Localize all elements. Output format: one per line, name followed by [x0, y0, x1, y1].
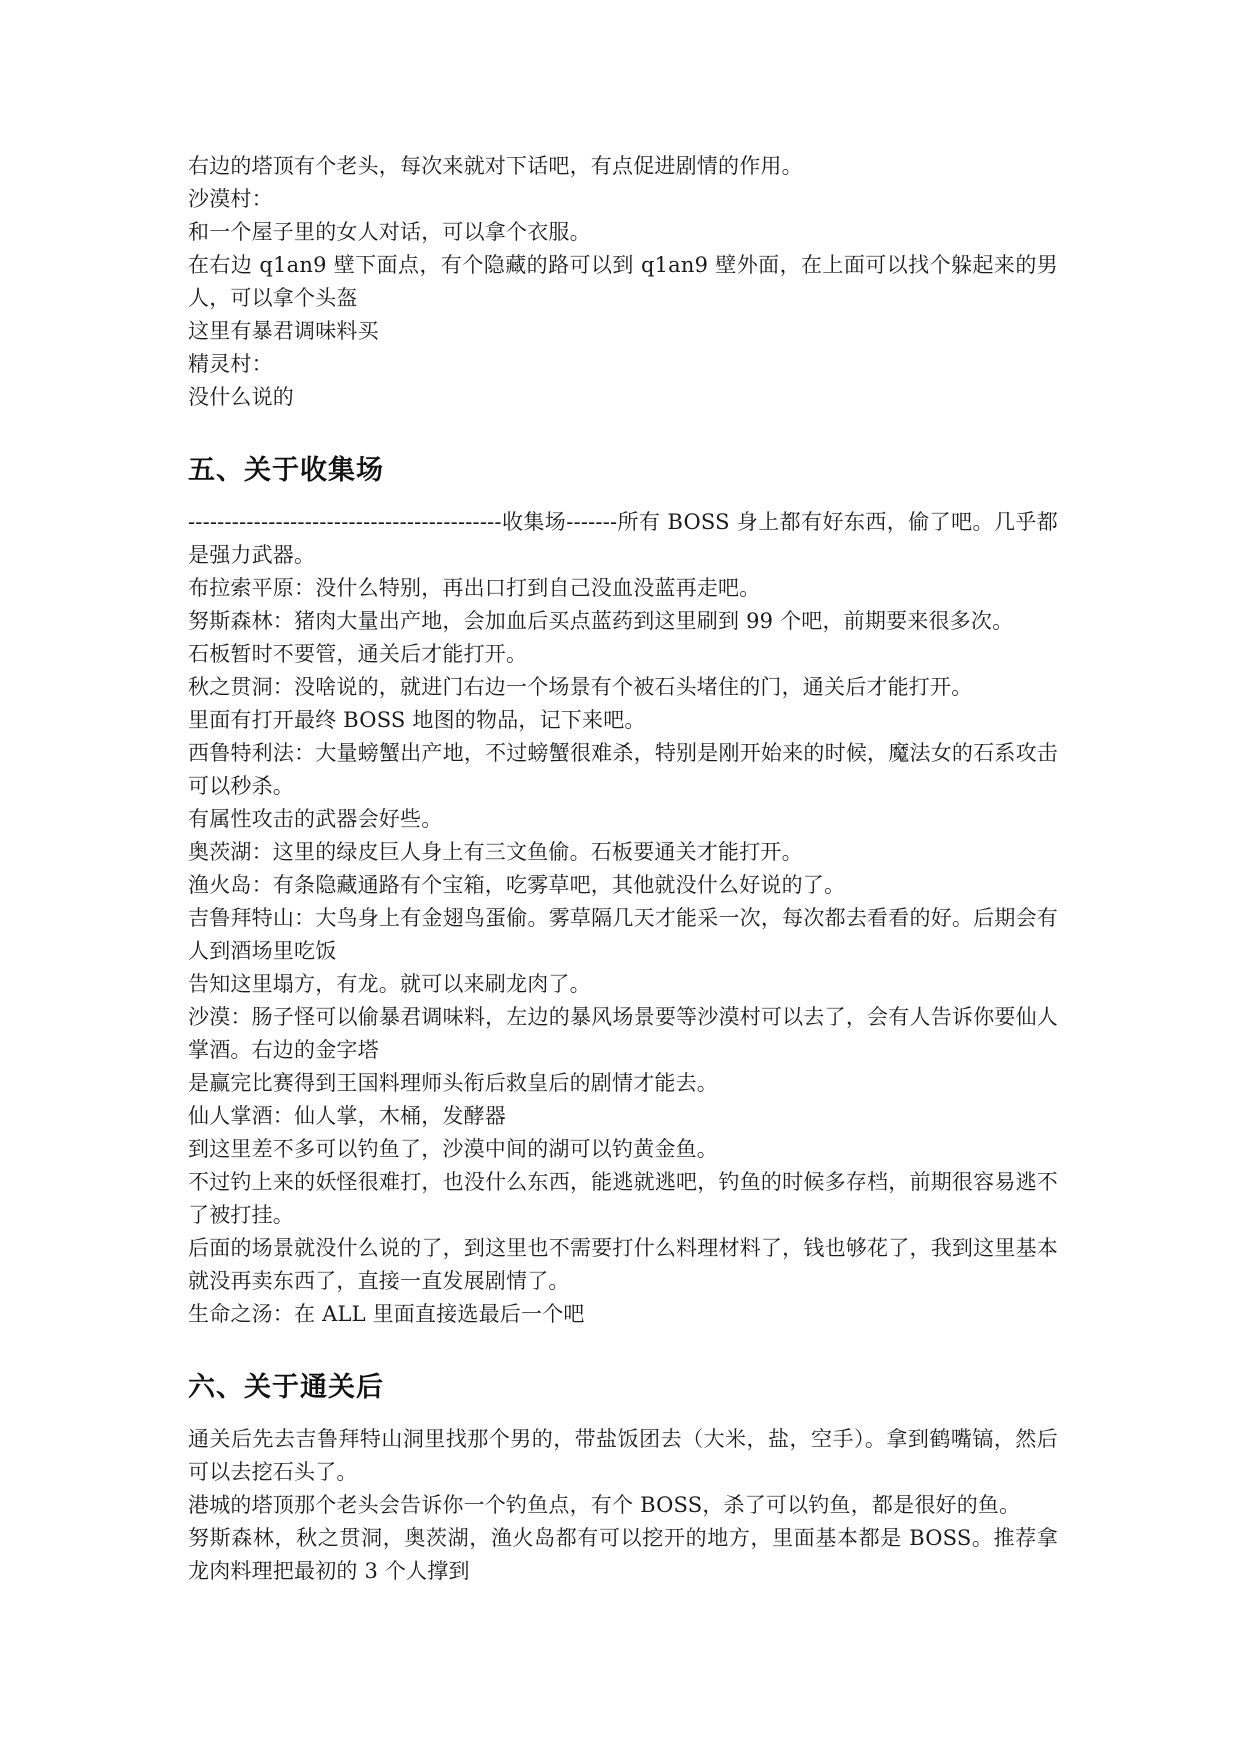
paragraph: 到这里差不多可以钓鱼了，沙漠中间的湖可以钓黄金鱼。	[188, 1137, 718, 1161]
paragraph: 有属性攻击的武器会好些。	[188, 807, 443, 831]
paragraph: 西鲁特利法：大量螃蟹出产地，不过螃蟹很难杀，特别是刚开始来的时候，魔法女的石系攻击可以秒杀。	[188, 741, 1058, 798]
section-heading: 五、关于收集场	[188, 455, 384, 486]
paragraph: 努斯森林：猪肉大量出产地，会加血后买点蓝药到这里刷到 99 个吧，前期要来很多次。	[188, 609, 1014, 633]
paragraph: 告知这里塌方，有龙。就可以来刷龙肉了。	[188, 972, 591, 996]
spacer	[188, 1331, 1058, 1370]
section-heading: 六、关于通关后	[188, 1372, 384, 1403]
paragraph: 在右边 q1an9 壁下面点，有个隐藏的路可以到 q1an9 壁外面，在上面可以找个躲起来的男人，可以拿个头盔	[188, 253, 1058, 310]
paragraph: 奥茨湖：这里的绿皮巨人身上有三文鱼偷。石板要通关才能打开。	[188, 840, 803, 864]
spacer	[188, 414, 1058, 453]
spacer	[188, 1406, 1058, 1423]
paragraph: -------------------------------------------收集场-------所有 BOSS 身上都有好东西，偷了吧。几乎都是强力武器。	[188, 510, 1058, 567]
paragraph: 布拉索平原：没什么特别，再出口打到自己没血没蓝再走吧。	[188, 576, 761, 600]
paragraph: 沙漠村：	[188, 187, 273, 211]
paragraph: 后面的场景就没什么说的了，到这里也不需要打什么料理材料了，钱也够花了，我到这里基本就没再卖东西了，直接一直发展剧情了。	[188, 1236, 1058, 1293]
paragraph: 吉鲁拜特山：大鸟身上有金翅鸟蛋偷。雾草隔几天才能采一次，每次都去看看的好。后期会有人到酒场里吃饭	[188, 906, 1058, 963]
paragraph: 努斯森林，秋之贯洞，奥茨湖，渔火岛都有可以挖开的地方，里面基本都是 BOSS。推荐拿龙肉料理把最初的 3 个人撑到	[188, 1526, 1058, 1583]
paragraph: 右边的塔顶有个老头，每次来就对下话吧，有点促进剧情的作用。	[188, 154, 803, 178]
section-after-clear	[188, 1370, 1058, 1588]
paragraph: 精灵村：	[188, 352, 273, 376]
paragraph: 仙人掌酒：仙人掌，木桶，发酵器	[188, 1104, 506, 1128]
section-collection-fields	[188, 453, 1058, 1331]
paragraph: 通关后先去吉鲁拜特山洞里找那个男的，带盐饭团去（大米，盐，空手）。拿到鹤嘴镐，然后可以去挖石头了。	[188, 1427, 1058, 1484]
paragraph: 是赢完比赛得到王国料理师头衔后救皇后的剧情才能去。	[188, 1071, 718, 1095]
paragraph: 渔火岛：有条隐藏通路有个宝箱，吃雾草吧，其他就没什么好说的了。	[188, 873, 846, 897]
paragraph: 石板暂时不要管，通关后才能打开。	[188, 642, 528, 666]
paragraph: 没什么说的	[188, 385, 294, 409]
paragraph: 秋之贯洞：没啥说的，就进门右边一个场景有个被石头堵住的门，通关后才能打开。	[188, 675, 973, 699]
paragraph: 生命之汤：在 ALL 里面直接选最后一个吧	[188, 1302, 585, 1326]
paragraph: 和一个屋子里的女人对话，可以拿个衣服。	[188, 220, 591, 244]
paragraph: 里面有打开最终 BOSS 地图的物品，记下来吧。	[188, 708, 646, 732]
spacer	[188, 489, 1058, 506]
paragraph: 港城的塔顶那个老头会告诉你一个钓鱼点，有个 BOSS，杀了可以钓鱼，都是很好的鱼。	[188, 1493, 1021, 1517]
paragraph: 不过钓上来的妖怪很难打，也没什么东西，能逃就逃吧，钓鱼的时候多存档，前期很容易逃不了被打挂。	[188, 1170, 1058, 1227]
intro-section	[188, 150, 1058, 414]
paragraph: 这里有暴君调味料买	[188, 319, 379, 343]
paragraph: 沙漠：肠子怪可以偷暴君调味料，左边的暴风场景要等沙漠村可以去了，会有人告诉你要仙人掌酒。右边的金字塔	[188, 1005, 1058, 1062]
document-body	[188, 150, 1058, 1588]
